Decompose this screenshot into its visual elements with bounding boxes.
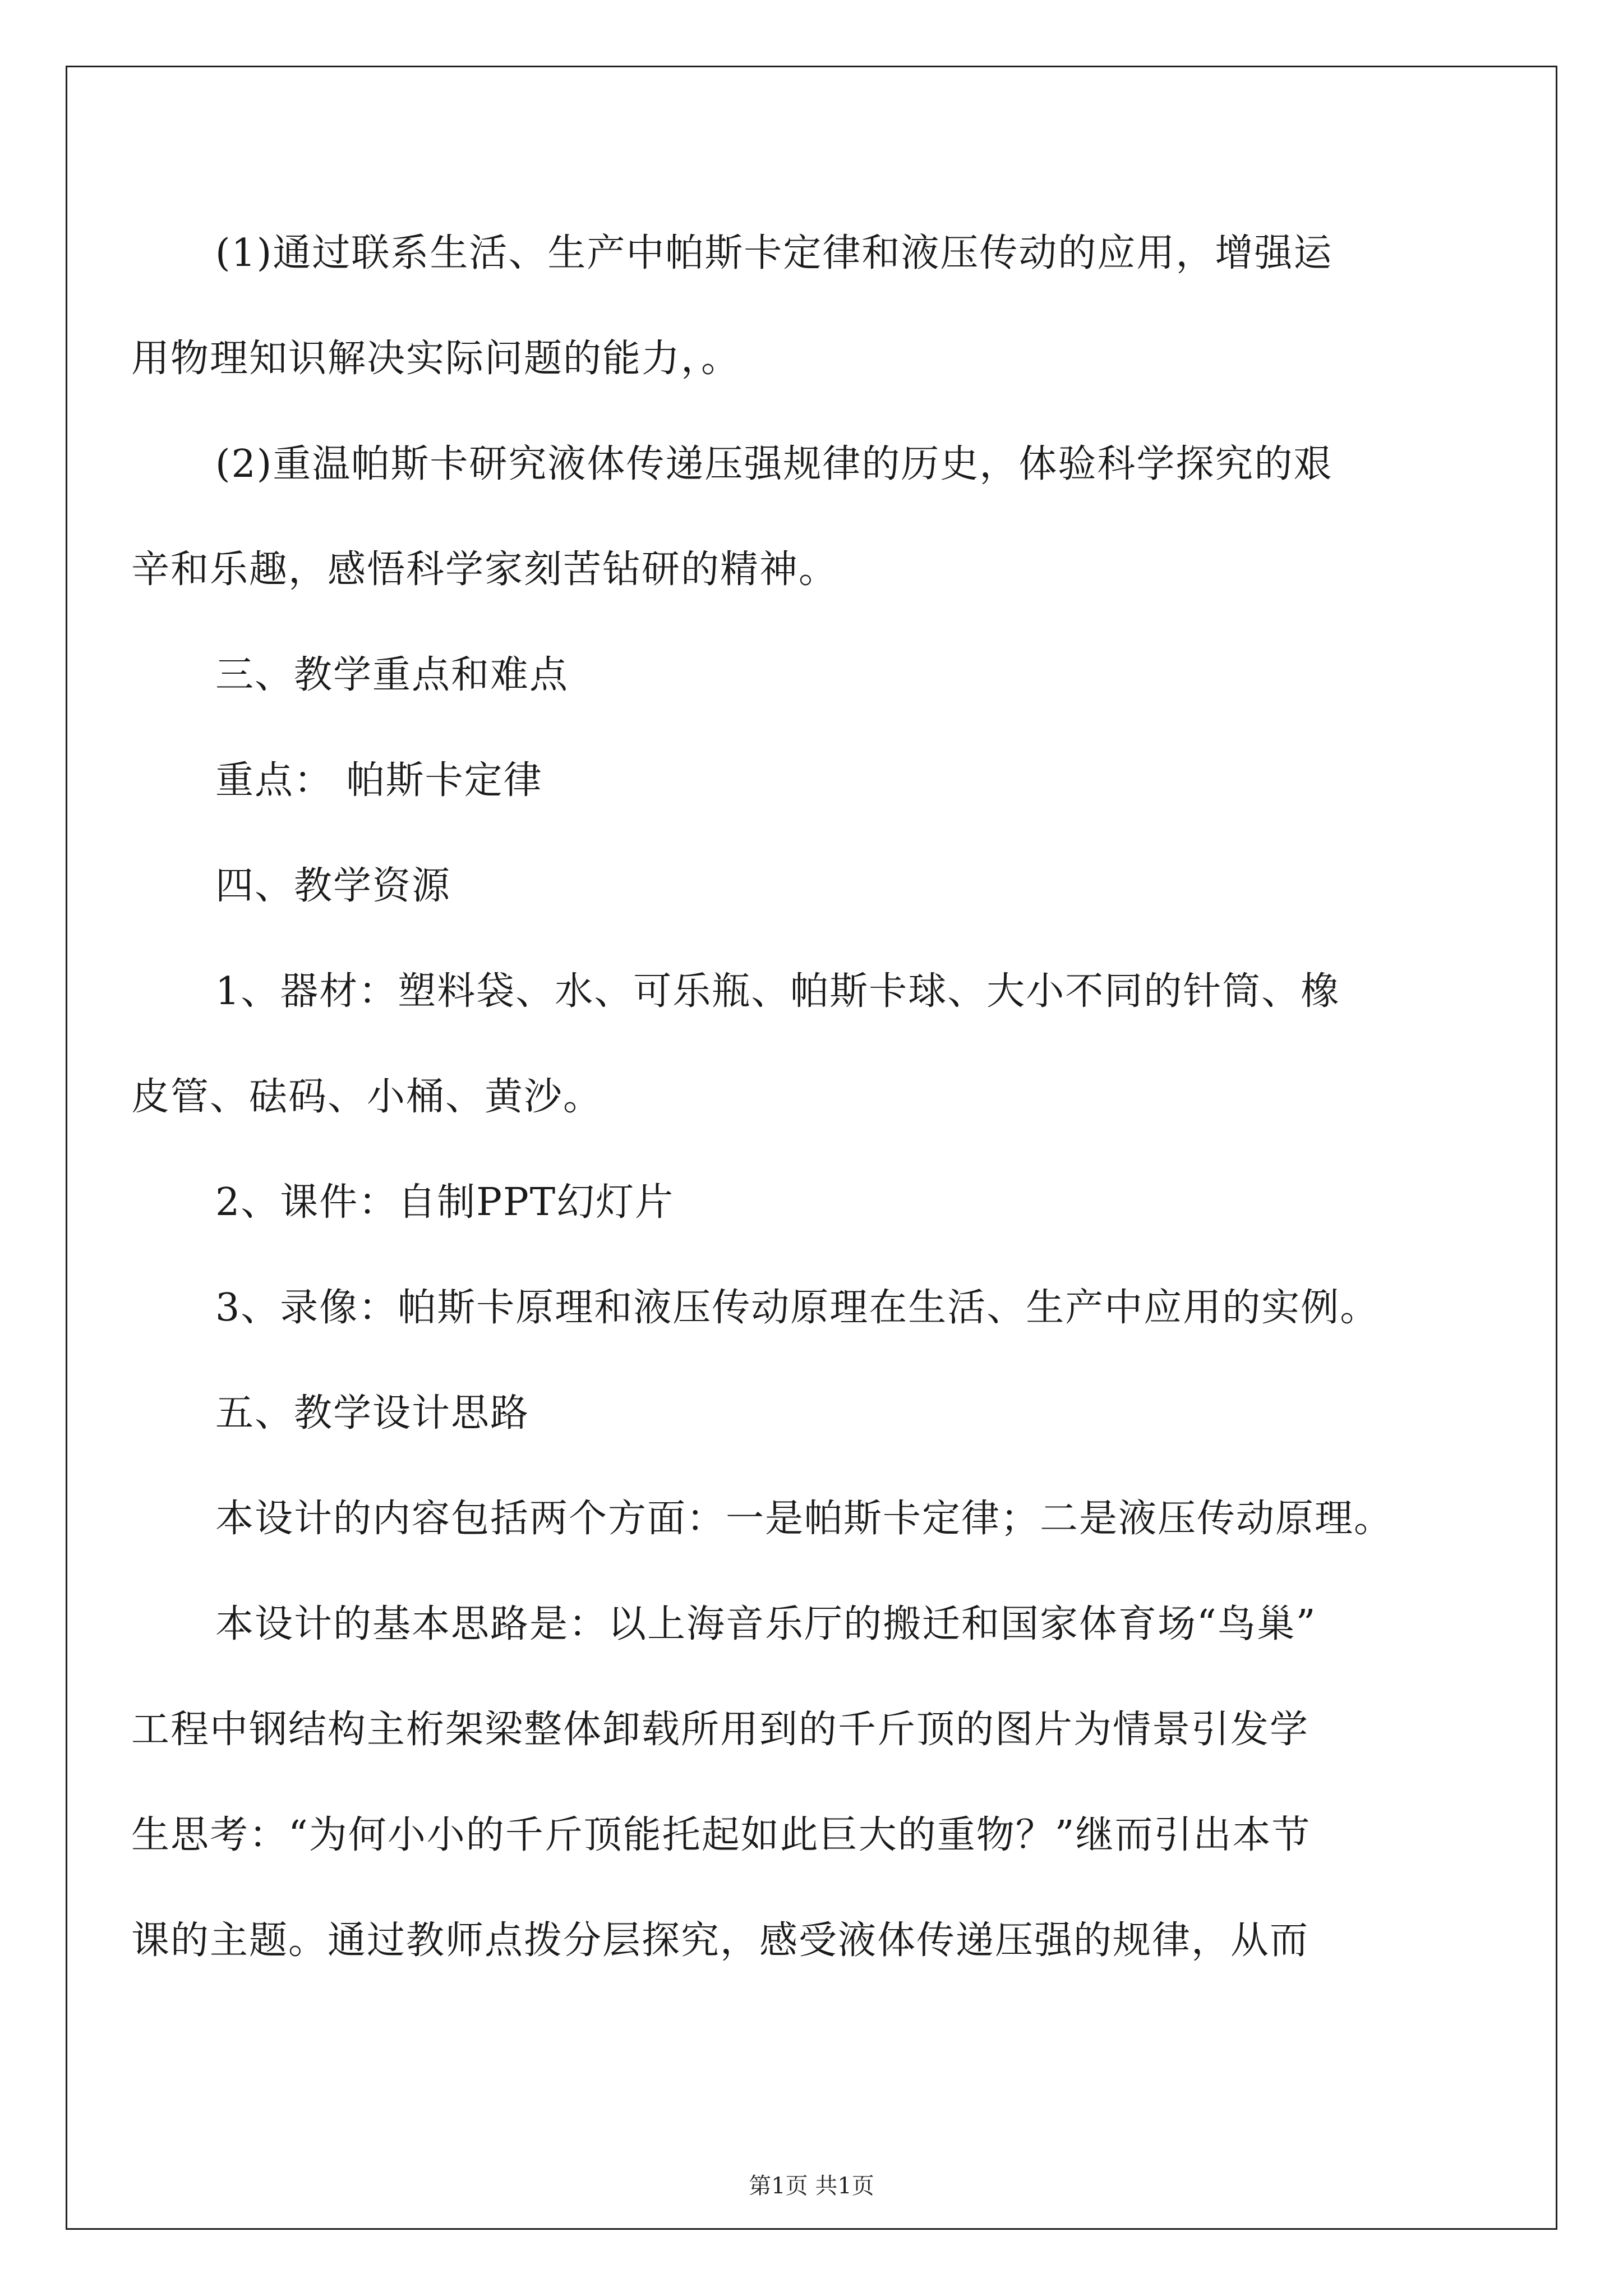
paragraph-line: 2、课件：自制PPT幻灯片 — [215, 1180, 675, 1225]
paragraph-line: 工程中钢结构主桁架梁整体卸载所用到的千斤顶的图片为情景引发学 — [131, 1708, 1310, 1752]
paragraph-line: 本设计的内容包括两个方面：一是帕斯卡定律；二是液压传动原理。 — [215, 1497, 1394, 1541]
paragraph-line: 1、器材：塑料袋、水、可乐瓶、帕斯卡球、大小不同的针筒、橡 — [215, 969, 1340, 1014]
paragraph-line: 辛和乐趣，感悟科学家刻苦钻研的精神。 — [131, 547, 838, 592]
section-heading: 三、教学重点和难点 — [215, 653, 569, 697]
paragraph-line: 生思考：“为何小小的千斤顶能托起如此巨大的重物？”继而引出本节 — [131, 1813, 1311, 1857]
paragraph-line: (1)通过联系生活、生产中帕斯卡定律和液压传动的应用，增强运 — [215, 231, 1333, 275]
paragraph-line: 用物理知识解决实际问题的能力，。 — [131, 337, 741, 381]
paragraph-line: 课的主题。通过教师点拨分层探究，感受液体传递压强的规律，从而 — [131, 1918, 1310, 1963]
section-heading: 五、教学设计思路 — [215, 1391, 530, 1435]
paragraph-line: 重点： 帕斯卡定律 — [215, 758, 543, 803]
paragraph-line: 本设计的基本思路是：以上海音乐厅的搬迁和国家体育场“鸟巢” — [215, 1602, 1317, 1646]
paragraph-line: 3、录像：帕斯卡原理和液压传动原理在生活、生产中应用的实例。 — [215, 1286, 1380, 1330]
page-footer: 第1页 共1页 — [749, 2173, 874, 2199]
paragraph-line: (2)重温帕斯卡研究液体传递压强规律的历史，体验科学探究的艰 — [215, 442, 1333, 486]
section-heading: 四、教学资源 — [215, 864, 451, 908]
paragraph-line: 皮管、砝码、小桶、黄沙。 — [131, 1075, 603, 1119]
